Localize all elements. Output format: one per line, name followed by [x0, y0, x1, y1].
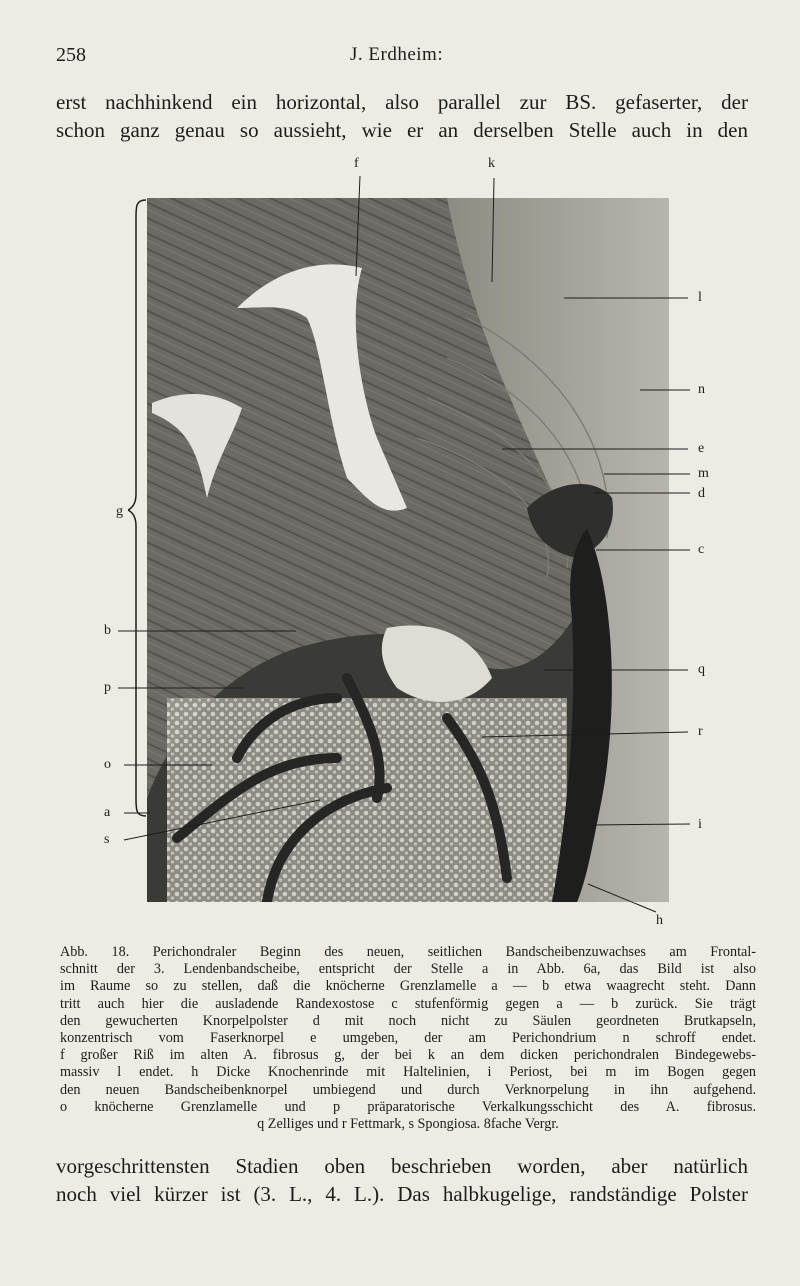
caption-line: Abb. 18. Perichondraler Beginn des neuen, seitlichen Bandscheibenzuwachses am Frontal- [60, 944, 756, 960]
body-text-line: vorgeschrittensten Stadien oben beschrieben worden, aber natürlich [56, 1154, 748, 1178]
running-head-author: J. Erdheim: [350, 44, 444, 65]
body-text-line: erst nachhinkend ein horizontal, also parallel zur BS. gefaserter, der [56, 90, 748, 114]
figure-caption [60, 944, 756, 1133]
body-text-line: schon ganz genau so aussieht, wie er an derselben Stelle auch in den [56, 118, 748, 142]
figure-label-a: a [104, 805, 111, 820]
figure-label-g: g [116, 504, 123, 519]
figure-label-d: d [698, 486, 705, 501]
caption-line: q Zelliges und r Fettmark, s Spongiosa. 8fache Vergr. [257, 1116, 559, 1133]
figure-label-k: k [488, 156, 495, 171]
caption-line: im Raume so zu stellen, daß die knöcherne Grenzlamelle a — b etwa waagrecht steht. Dann [60, 978, 756, 995]
figure-label-r: r [698, 724, 703, 739]
figure-label-m: m [698, 466, 709, 481]
caption-line: schnitt der 3. Lendenbandscheibe, entspricht der Stelle a in Abb. 6a, das Bild ist also [60, 961, 756, 978]
caption-line: o knöcherne Grenzlamelle und p präparatorische Verkalkungsschicht des A. fibrosus. [60, 1098, 756, 1115]
figure-label-s: s [104, 832, 110, 847]
body-text-line: noch viel kürzer ist (3. L., 4. L.). Das halbkugelige, randständige Polster [56, 1182, 748, 1206]
caption-line: f großer Riß im alten A. fibrosus g, der bei k an dem dicken perichondralen Bindegewebs- [60, 1047, 756, 1064]
page-number: 258 [56, 44, 86, 66]
figure-label-q: q [698, 662, 705, 677]
figure-label-n: n [698, 382, 705, 397]
figure-label-p: p [104, 680, 111, 695]
caption-line: den neuen Bandscheibenknorpel umbiegend und durch Verknorpelung in ihn aufgehend. [60, 1081, 756, 1098]
figure-label-o: o [104, 757, 111, 772]
figure-label-b: b [104, 623, 111, 638]
caption-line: tritt auch hier die ausladende Randexostose c stufenförmig gegen a — b zurück. Sie trägt [60, 995, 756, 1012]
caption-line: den gewucherten Knorpelpolster d mit noch nicht zu Säulen geordneten Brutkapseln, [60, 1012, 756, 1029]
figure-label-c: c [698, 542, 705, 557]
caption-line: massiv l endet. h Dicke Knochenrinde mit Haltelinien, i Periost, bei m im Bogen gegen [60, 1064, 756, 1081]
figure-label-i: i [698, 817, 702, 832]
caption-line: konzentrisch vom Faserknorpel e umgeben, der am Perichondrium n schroff endet. [60, 1030, 756, 1047]
figure-label-e: e [698, 441, 705, 456]
figure-label-f: f [354, 156, 359, 171]
figure-label-l: l [698, 290, 702, 305]
figure-label-h: h [656, 913, 663, 928]
